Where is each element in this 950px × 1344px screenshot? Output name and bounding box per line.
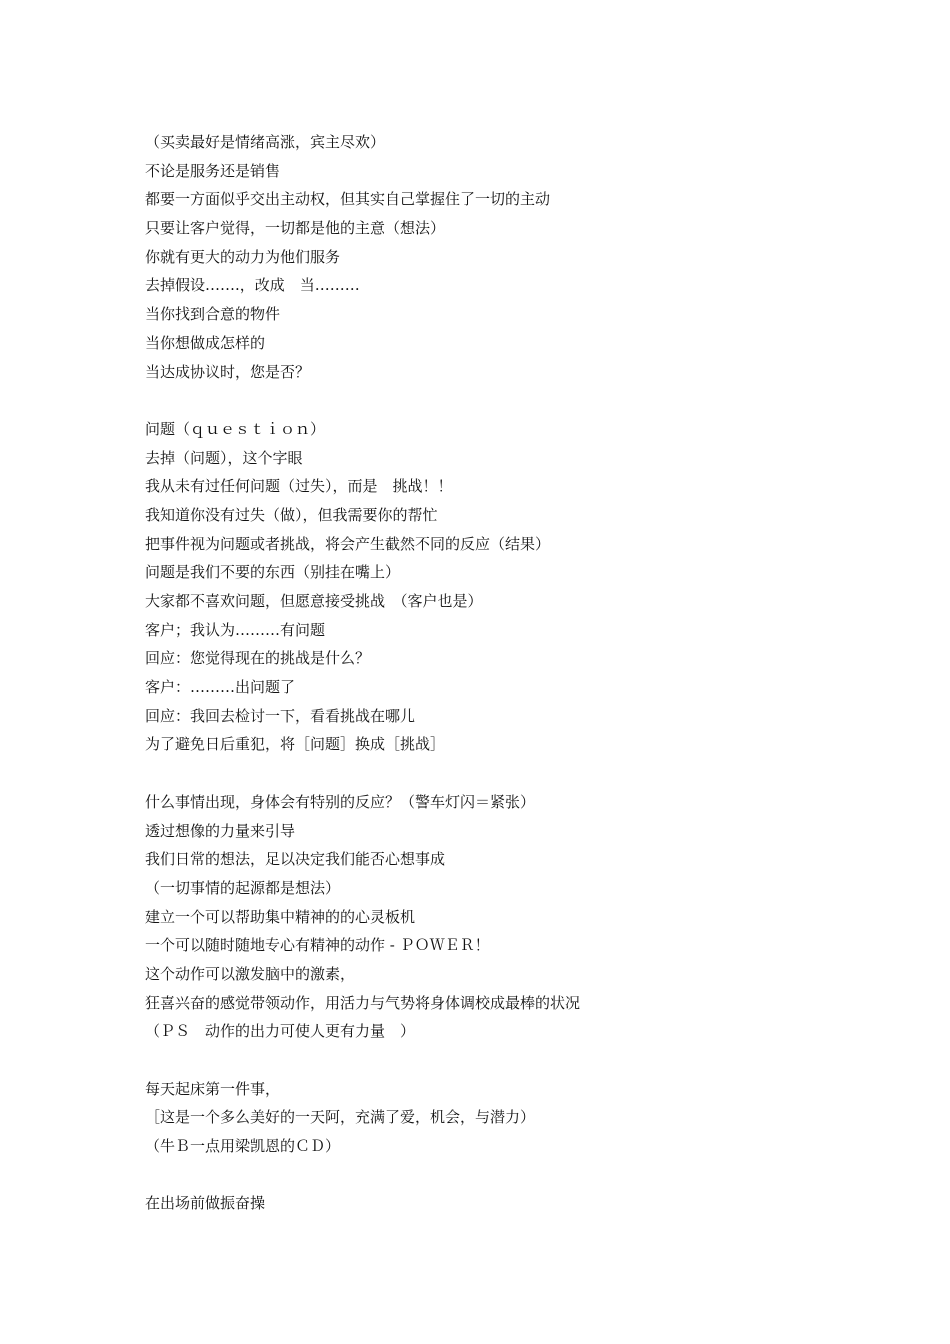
text-line: 什么事情出现，身体会有特别的反应？（警车灯闪＝紧张） [145, 792, 536, 811]
text-line: 当你找到合意的物件 [145, 305, 281, 324]
blank-line [145, 759, 905, 788]
text-line: （买卖最好是情绪高涨，宾主尽欢） [145, 133, 386, 151]
text-line: 客户；我认为………有问题 [145, 620, 326, 639]
text-line: 透过想像的力量来引导 [145, 821, 296, 840]
text-line: 狂喜兴奋的感觉带领动作，用活力与气势将身体调校成最棒的状况 [145, 993, 581, 1012]
text-line: 客户：………出问题了 [145, 678, 296, 697]
text-line: （ＰＳ 动作的出力可使人更有力量 ） [145, 1022, 416, 1041]
text-line: 回应：我回去检讨一下，看看挑战在哪儿 [145, 706, 416, 725]
text-line: 每天起床第一件事， [145, 1079, 281, 1098]
text-line: 我从未有过任何问题（过失），而是 挑战！！ [145, 477, 453, 496]
text-line: 问题（ｑｕｅｓｔｉｏｎ） [145, 419, 326, 438]
text-line: 问题是我们不要的东西（别挂在嘴上） [145, 563, 401, 582]
text-line: 为了避免日后重犯，将［问题］换成［挑战］ [145, 735, 446, 754]
text-line: 去掉假设…….，改成 当……… [145, 276, 360, 295]
text-line: 你就有更大的动力为他们服务 [145, 247, 341, 266]
text-line: 在出场前做振奋操 [145, 1194, 266, 1213]
blank-line [145, 1046, 905, 1075]
text-line: 这个动作可以激发脑中的激素， [145, 964, 356, 983]
text-line: 当你想做成怎样的 [145, 333, 266, 352]
document-body [145, 128, 905, 1218]
text-line: 去掉（问题），这个字眼 [145, 448, 303, 467]
text-line: 回应：您觉得现在的挑战是什么？ [145, 649, 371, 668]
text-line: 都要一方面似乎交出主动权，但其实自己掌握住了一切的主动 [145, 190, 551, 209]
text-line: 大家都不喜欢问题，但愿意接受挑战 （客户也是） [145, 592, 483, 610]
text-line: 我知道你没有过失（做），但我需要你的帮忙 [145, 505, 438, 524]
text-line: 把事件视为问题或者挑战，将会产生截然不同的反应（结果） [145, 534, 551, 553]
text-line: ［这是一个多么美好的一天阿，充满了爱，机会，与潜力） [145, 1108, 536, 1127]
text-line: 当达成协议时，您是否？ [145, 362, 311, 381]
text-line: 我们日常的想法，足以决定我们能否心想事成 [145, 850, 446, 869]
text-line: 只要让客户觉得，一切都是他的主意（想法） [145, 219, 446, 238]
text-line: 一个可以随时随地专心有精神的动作 - ＰＯＷＥＲ！ [145, 936, 490, 955]
blank-line [145, 1161, 905, 1190]
text-line: 不论是服务还是销售 [145, 161, 281, 180]
text-line: 建立一个可以帮助集中精神的的心灵板机 [145, 907, 416, 926]
text-line: （牛Ｂ一点用梁凯恩的ＣＤ） [145, 1137, 341, 1156]
text-line: （一切事情的起源都是想法） [145, 878, 341, 897]
blank-line [145, 386, 905, 415]
